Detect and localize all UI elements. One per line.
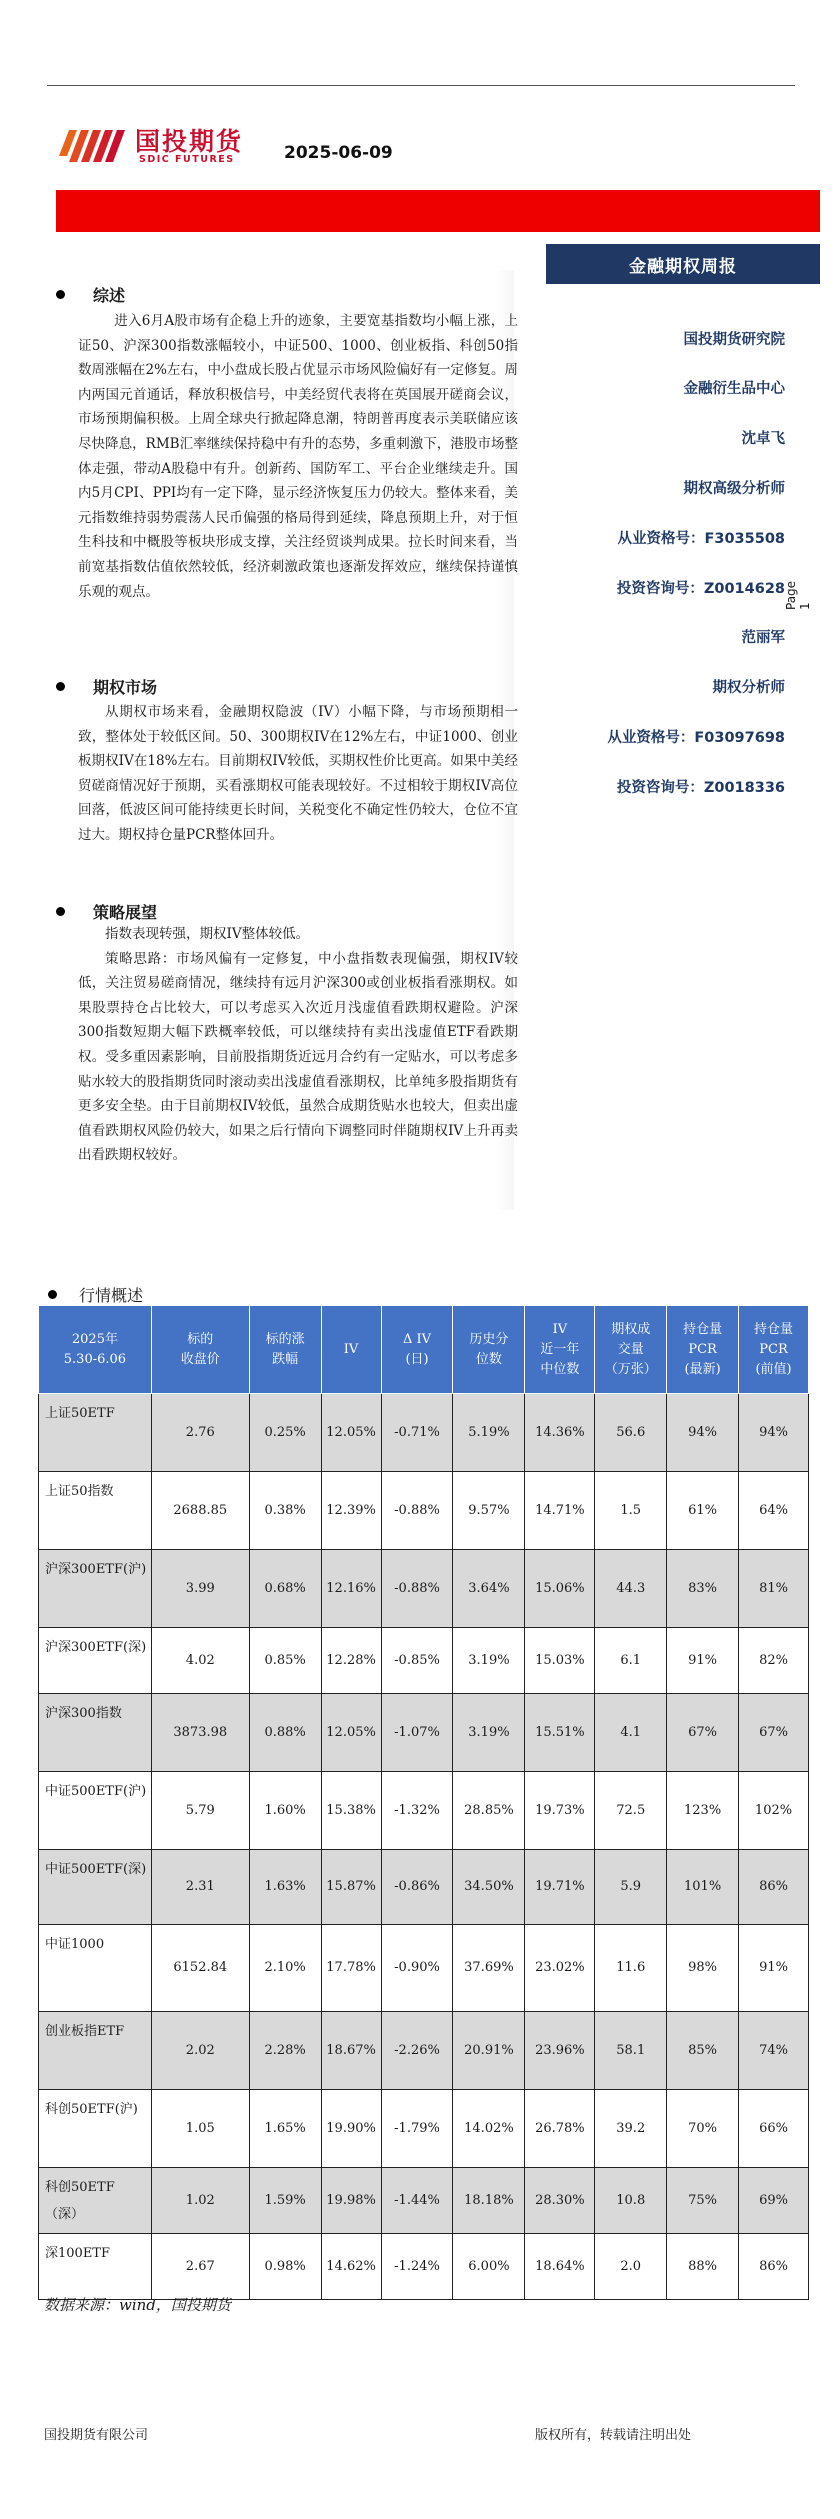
- table-cell: -0.71%: [381, 1394, 453, 1472]
- table-row: [39, 1394, 809, 1472]
- table-cell: 12.28%: [321, 1628, 381, 1694]
- table-cell: 0.98%: [249, 2234, 321, 2300]
- table-cell: 9.57%: [453, 1472, 525, 1550]
- options-market-body: 从期权市场来看，金融期权隐波（IV）小幅下降，与市场预期相一致，整体处于较低区间。50、300期权IV在12%左右，中证1000、创业板期权IV在18%左右。目前期权IV较低，买期权性价比更高。如果中美经贸磋商情况好于预期，买看涨期权可能表现较好。不过相较于期权IV高位回落，低波区间可能持续更长时间，关税变化不确定性仍较大，仓位不宜过大。期权持仓量PCR整体回升。: [78, 704, 518, 843]
- table-cell: 5.79: [151, 1772, 249, 1850]
- table-cell: 2.31: [151, 1850, 249, 1925]
- table-cell: 20.91%: [453, 2012, 525, 2090]
- table-cell: 28.30%: [525, 2168, 595, 2234]
- table-cell: 12.05%: [321, 1694, 381, 1772]
- row-label: 中证500ETF(沪): [39, 1772, 152, 1850]
- table-cell: 91%: [739, 1925, 809, 2012]
- table-cell: 56.6: [595, 1394, 667, 1472]
- data-source-note: 数据来源：wind，国投期货: [44, 2296, 231, 2314]
- table-cell: 19.90%: [321, 2090, 381, 2168]
- table-cell: -2.26%: [381, 2012, 453, 2090]
- institute-name: 国投期货研究院: [683, 332, 785, 348]
- table-cell: 15.03%: [525, 1628, 595, 1694]
- table-cell: -1.79%: [381, 2090, 453, 2168]
- table-cell: 12.39%: [321, 1472, 381, 1550]
- bullet-icon: [56, 682, 65, 691]
- table-cell: 0.88%: [249, 1694, 321, 1772]
- table-cell: 14.71%: [525, 1472, 595, 1550]
- column-header: Δ IV (日): [381, 1306, 453, 1394]
- table-cell: 81%: [739, 1550, 809, 1628]
- market-overview-table: [38, 1305, 809, 2300]
- table-cell: 23.02%: [525, 1925, 595, 2012]
- row-label: 中证1000: [39, 1925, 152, 2012]
- report-date: 2025-06-09: [284, 143, 393, 163]
- table-cell: 17.78%: [321, 1925, 381, 2012]
- analyst2-name: 范丽军: [741, 630, 785, 646]
- table-cell: 15.87%: [321, 1850, 381, 1925]
- table-cell: 70%: [667, 2090, 739, 2168]
- table-cell: -0.88%: [381, 1472, 453, 1550]
- table-cell: 23.96%: [525, 2012, 595, 2090]
- column-header: 期权成 交量 （万张）: [595, 1306, 667, 1394]
- table-cell: 66%: [739, 2090, 809, 2168]
- table-cell: 14.36%: [525, 1394, 595, 1472]
- strategy-section: [48, 900, 518, 1168]
- table-cell: 44.3: [595, 1550, 667, 1628]
- table-cell: 15.51%: [525, 1694, 595, 1772]
- table-cell: 5.19%: [453, 1394, 525, 1472]
- report-type-banner: 金融期权周报: [546, 244, 820, 284]
- table-cell: 3.19%: [453, 1694, 525, 1772]
- table-cell: -1.32%: [381, 1772, 453, 1850]
- summary-body: [48, 309, 518, 604]
- table-cell: 98%: [667, 1925, 739, 2012]
- table-cell: 12.05%: [321, 1394, 381, 1472]
- row-label: 沪深300ETF(沪): [39, 1550, 152, 1628]
- table-cell: 2.28%: [249, 2012, 321, 2090]
- analyst2-qualification: 从业资格号：F03097698: [607, 730, 785, 746]
- table-cell: -0.86%: [381, 1850, 453, 1925]
- column-header: 持仓量 PCR (最新): [667, 1306, 739, 1394]
- table-cell: 15.06%: [525, 1550, 595, 1628]
- table-cell: 1.02: [151, 2168, 249, 2234]
- table-cell: 15.38%: [321, 1772, 381, 1850]
- table-cell: -1.07%: [381, 1694, 453, 1772]
- table-cell: 2.02: [151, 2012, 249, 2090]
- column-header: IV: [321, 1306, 381, 1394]
- table-row: [39, 2168, 809, 2234]
- table-row: [39, 1694, 809, 1772]
- row-label: 科创50ETF(沪): [39, 2090, 152, 2168]
- table-cell: 5.9: [595, 1850, 667, 1925]
- table-cell: 26.78%: [525, 2090, 595, 2168]
- table-cell: 0.25%: [249, 1394, 321, 1472]
- table-row: [39, 1925, 809, 2012]
- table-cell: 58.1: [595, 2012, 667, 2090]
- table-cell: 4.02: [151, 1628, 249, 1694]
- table-cell: 0.38%: [249, 1472, 321, 1550]
- table-cell: 83%: [667, 1550, 739, 1628]
- table-cell: 1.5: [595, 1472, 667, 1550]
- red-banner: [56, 190, 820, 232]
- table-cell: 91%: [667, 1628, 739, 1694]
- logo-stripes-icon: [55, 122, 129, 166]
- table-cell: -0.88%: [381, 1550, 453, 1628]
- table-cell: 19.71%: [525, 1850, 595, 1925]
- table-cell: 14.62%: [321, 2234, 381, 2300]
- table-cell: 86%: [739, 2234, 809, 2300]
- column-header: 历史分 位数: [453, 1306, 525, 1394]
- column-header: 持仓量 PCR (前值): [739, 1306, 809, 1394]
- summary-title: 综述: [93, 285, 126, 305]
- table-cell: 11.6: [595, 1925, 667, 2012]
- table-cell: 14.02%: [453, 2090, 525, 2168]
- table-cell: 0.85%: [249, 1628, 321, 1694]
- analyst2-title: 期权分析师: [712, 680, 785, 696]
- table-cell: 2688.85: [151, 1472, 249, 1550]
- table-row: [39, 1850, 809, 1925]
- row-label: 上证50ETF: [39, 1394, 152, 1472]
- table-cell: 6.00%: [453, 2234, 525, 2300]
- table-cell: 75%: [667, 2168, 739, 2234]
- row-label: 深100ETF: [39, 2234, 152, 2300]
- table-cell: 102%: [739, 1772, 809, 1850]
- table-cell: 18.64%: [525, 2234, 595, 2300]
- table-row: [39, 2090, 809, 2168]
- center-name: 金融衍生品中心: [683, 381, 785, 397]
- table-cell: 3.64%: [453, 1550, 525, 1628]
- strategy-line1: 指数表现转强，期权IV整体较低。: [105, 926, 310, 942]
- footer-company: 国投期货有限公司: [44, 2428, 149, 2443]
- table-cell: 3.19%: [453, 1628, 525, 1694]
- table-row: [39, 1628, 809, 1694]
- options-market-section: [48, 675, 518, 848]
- table-cell: 2.0: [595, 2234, 667, 2300]
- footer-copyright: 版权所有，转载请注明出处: [535, 2428, 692, 2443]
- table-cell: 3.99: [151, 1550, 249, 1628]
- bullet-icon: [56, 290, 65, 299]
- column-header: 2025年 5.30-6.06: [39, 1306, 152, 1394]
- market-overview-heading: [48, 1283, 143, 1306]
- table-cell: 18.18%: [453, 2168, 525, 2234]
- bullet-icon: [48, 1290, 57, 1299]
- table-cell: 12.16%: [321, 1550, 381, 1628]
- summary-text: 进入6月A股市场有企稳上升的迹象，主要宽基指数均小幅上涨，上证50、沪深300指数涨幅较小，中证500、1000、创业板指、科创50指数周涨幅在2%左右，中小盘成长股占优显示市场风险偏好有一定修复。周内两国元首通话，释放积极信号，中美经贸代表将在英国展开磋商会议，市场预期偏积极。上周全球央行掀起降息潮，特朗普再度表示美联储应该尽快降息，RMB汇率继续保持稳中有升的态势，多重刺激下，港股市场整体走强，带动A股稳中有升。创新药、国防军工、平台企业继续走升。国内5月CPI、PPI均有一定下降，显示经济恢复压力仍较大。整体来看，美元指数维持弱势震荡人民币偏强的格局得到延续，降息预期上升，对于恒生科技和中概股等板块形成支撑，关注经贸谈判成果。拉长时间来看，当前宽基指数估值依然较低，经济刺激政策也逐渐发挥效应，继续保持谨慎乐观的观点。: [78, 313, 518, 600]
- analyst1-name: 沈卓飞: [741, 431, 785, 447]
- table-cell: 1.63%: [249, 1850, 321, 1925]
- table-row: [39, 1472, 809, 1550]
- page-number: Page 1: [784, 580, 812, 610]
- table-cell: 1.05: [151, 2090, 249, 2168]
- table-cell: 67%: [667, 1694, 739, 1772]
- row-label: 沪深300指数: [39, 1694, 152, 1772]
- table-cell: 85%: [667, 2012, 739, 2090]
- table-cell: 74%: [739, 2012, 809, 2090]
- table-cell: 28.85%: [453, 1772, 525, 1850]
- table-cell: 4.1: [595, 1694, 667, 1772]
- logo-chinese-name: 国投期货: [135, 127, 244, 156]
- table-cell: 1.60%: [249, 1772, 321, 1850]
- table-cell: 18.67%: [321, 2012, 381, 2090]
- row-label: 创业板指ETF: [39, 2012, 152, 2090]
- row-label: 沪深300ETF(深): [39, 1628, 152, 1694]
- table-cell: 19.98%: [321, 2168, 381, 2234]
- table-cell: -1.24%: [381, 2234, 453, 2300]
- table-cell: 86%: [739, 1850, 809, 1925]
- table-cell: 61%: [667, 1472, 739, 1550]
- table-cell: -0.85%: [381, 1628, 453, 1694]
- analyst2-investment-id: 投资咨询号：Z0018336: [616, 780, 785, 796]
- table-cell: 94%: [739, 1394, 809, 1472]
- strategy-heading: [48, 900, 518, 922]
- table-cell: 34.50%: [453, 1850, 525, 1925]
- top-rule: [47, 85, 795, 86]
- table-cell: 2.67: [151, 2234, 249, 2300]
- table-cell: 39.2: [595, 2090, 667, 2168]
- summary-heading: [48, 283, 518, 305]
- table-row: [39, 2234, 809, 2300]
- table-row: [39, 1550, 809, 1628]
- table-cell: 2.76: [151, 1394, 249, 1472]
- table-row: [39, 2012, 809, 2090]
- column-header: 标的涨 跌幅: [249, 1306, 321, 1394]
- column-header: 标的 收盘价: [151, 1306, 249, 1394]
- table-cell: -1.44%: [381, 2168, 453, 2234]
- analyst1-qualification: 从业资格号：F3035508: [617, 531, 785, 547]
- table-cell: 123%: [667, 1772, 739, 1850]
- table-cell: 19.73%: [525, 1772, 595, 1850]
- analyst1-investment-id: 投资咨询号：Z0014628: [616, 581, 785, 597]
- table-row: [39, 1772, 809, 1850]
- table-cell: 10.8: [595, 2168, 667, 2234]
- summary-section: [48, 283, 518, 604]
- table-cell: 67%: [739, 1694, 809, 1772]
- table-cell: 94%: [667, 1394, 739, 1472]
- table-cell: 6.1: [595, 1628, 667, 1694]
- logo-english-name: SDIC FUTURES: [139, 154, 235, 165]
- table-cell: 1.65%: [249, 2090, 321, 2168]
- row-label: 中证500ETF(深): [39, 1850, 152, 1925]
- table-cell: 82%: [739, 1628, 809, 1694]
- row-label: 科创50ETF（深）: [39, 2168, 152, 2234]
- bullet-icon: [56, 907, 65, 916]
- analyst1-title: 期权高级分析师: [683, 481, 785, 497]
- strategy-body: 策略思路：市场风偏有一定修复，中小盘指数表现偏强，期权IV较低，关注贸易磋商情况，继续持有远月沪深300或创业板指看涨期权。如果股票持仓占比较大，可以考虑买入次近月浅虚值看跌期权避险。沪深300指数短期大幅下跌概率较低，可以继续持有卖出浅虚值ETF看跌期权。受多重因素影响，目前股指期货近远月合约有一定贴水，可以考虑多贴水较大的股指期货同时滚动卖出浅虚值看涨期权，比单纯多股指期货有更多安全垫。由于目前期权IV较低，虽然合成期货贴水也较大，但卖出虚值看跌期权风险仍较大，如果之后行情向下调整同时伴随期权IV上升再卖出看跌期权较好。: [78, 950, 518, 1164]
- table-cell: 2.10%: [249, 1925, 321, 2012]
- table-cell: 64%: [739, 1472, 809, 1550]
- table-cell: 3873.98: [151, 1694, 249, 1772]
- table-cell: 1.59%: [249, 2168, 321, 2234]
- table-cell: 69%: [739, 2168, 809, 2234]
- table-cell: 0.68%: [249, 1550, 321, 1628]
- table-cell: 88%: [667, 2234, 739, 2300]
- table-header-row: [39, 1306, 809, 1394]
- table-cell: -0.90%: [381, 1925, 453, 2012]
- options-market-title: 期权市场: [93, 677, 158, 697]
- row-label: 上证50指数: [39, 1472, 152, 1550]
- strategy-title: 策略展望: [93, 902, 158, 922]
- table-cell: 72.5: [595, 1772, 667, 1850]
- market-overview-title: 行情概述: [79, 1286, 144, 1305]
- options-market-heading: [48, 675, 518, 697]
- table-cell: 37.69%: [453, 1925, 525, 2012]
- table-cell: 6152.84: [151, 1925, 249, 2012]
- sdic-logo: [55, 122, 255, 166]
- column-header: IV 近一年 中位数: [525, 1306, 595, 1394]
- table-cell: 101%: [667, 1850, 739, 1925]
